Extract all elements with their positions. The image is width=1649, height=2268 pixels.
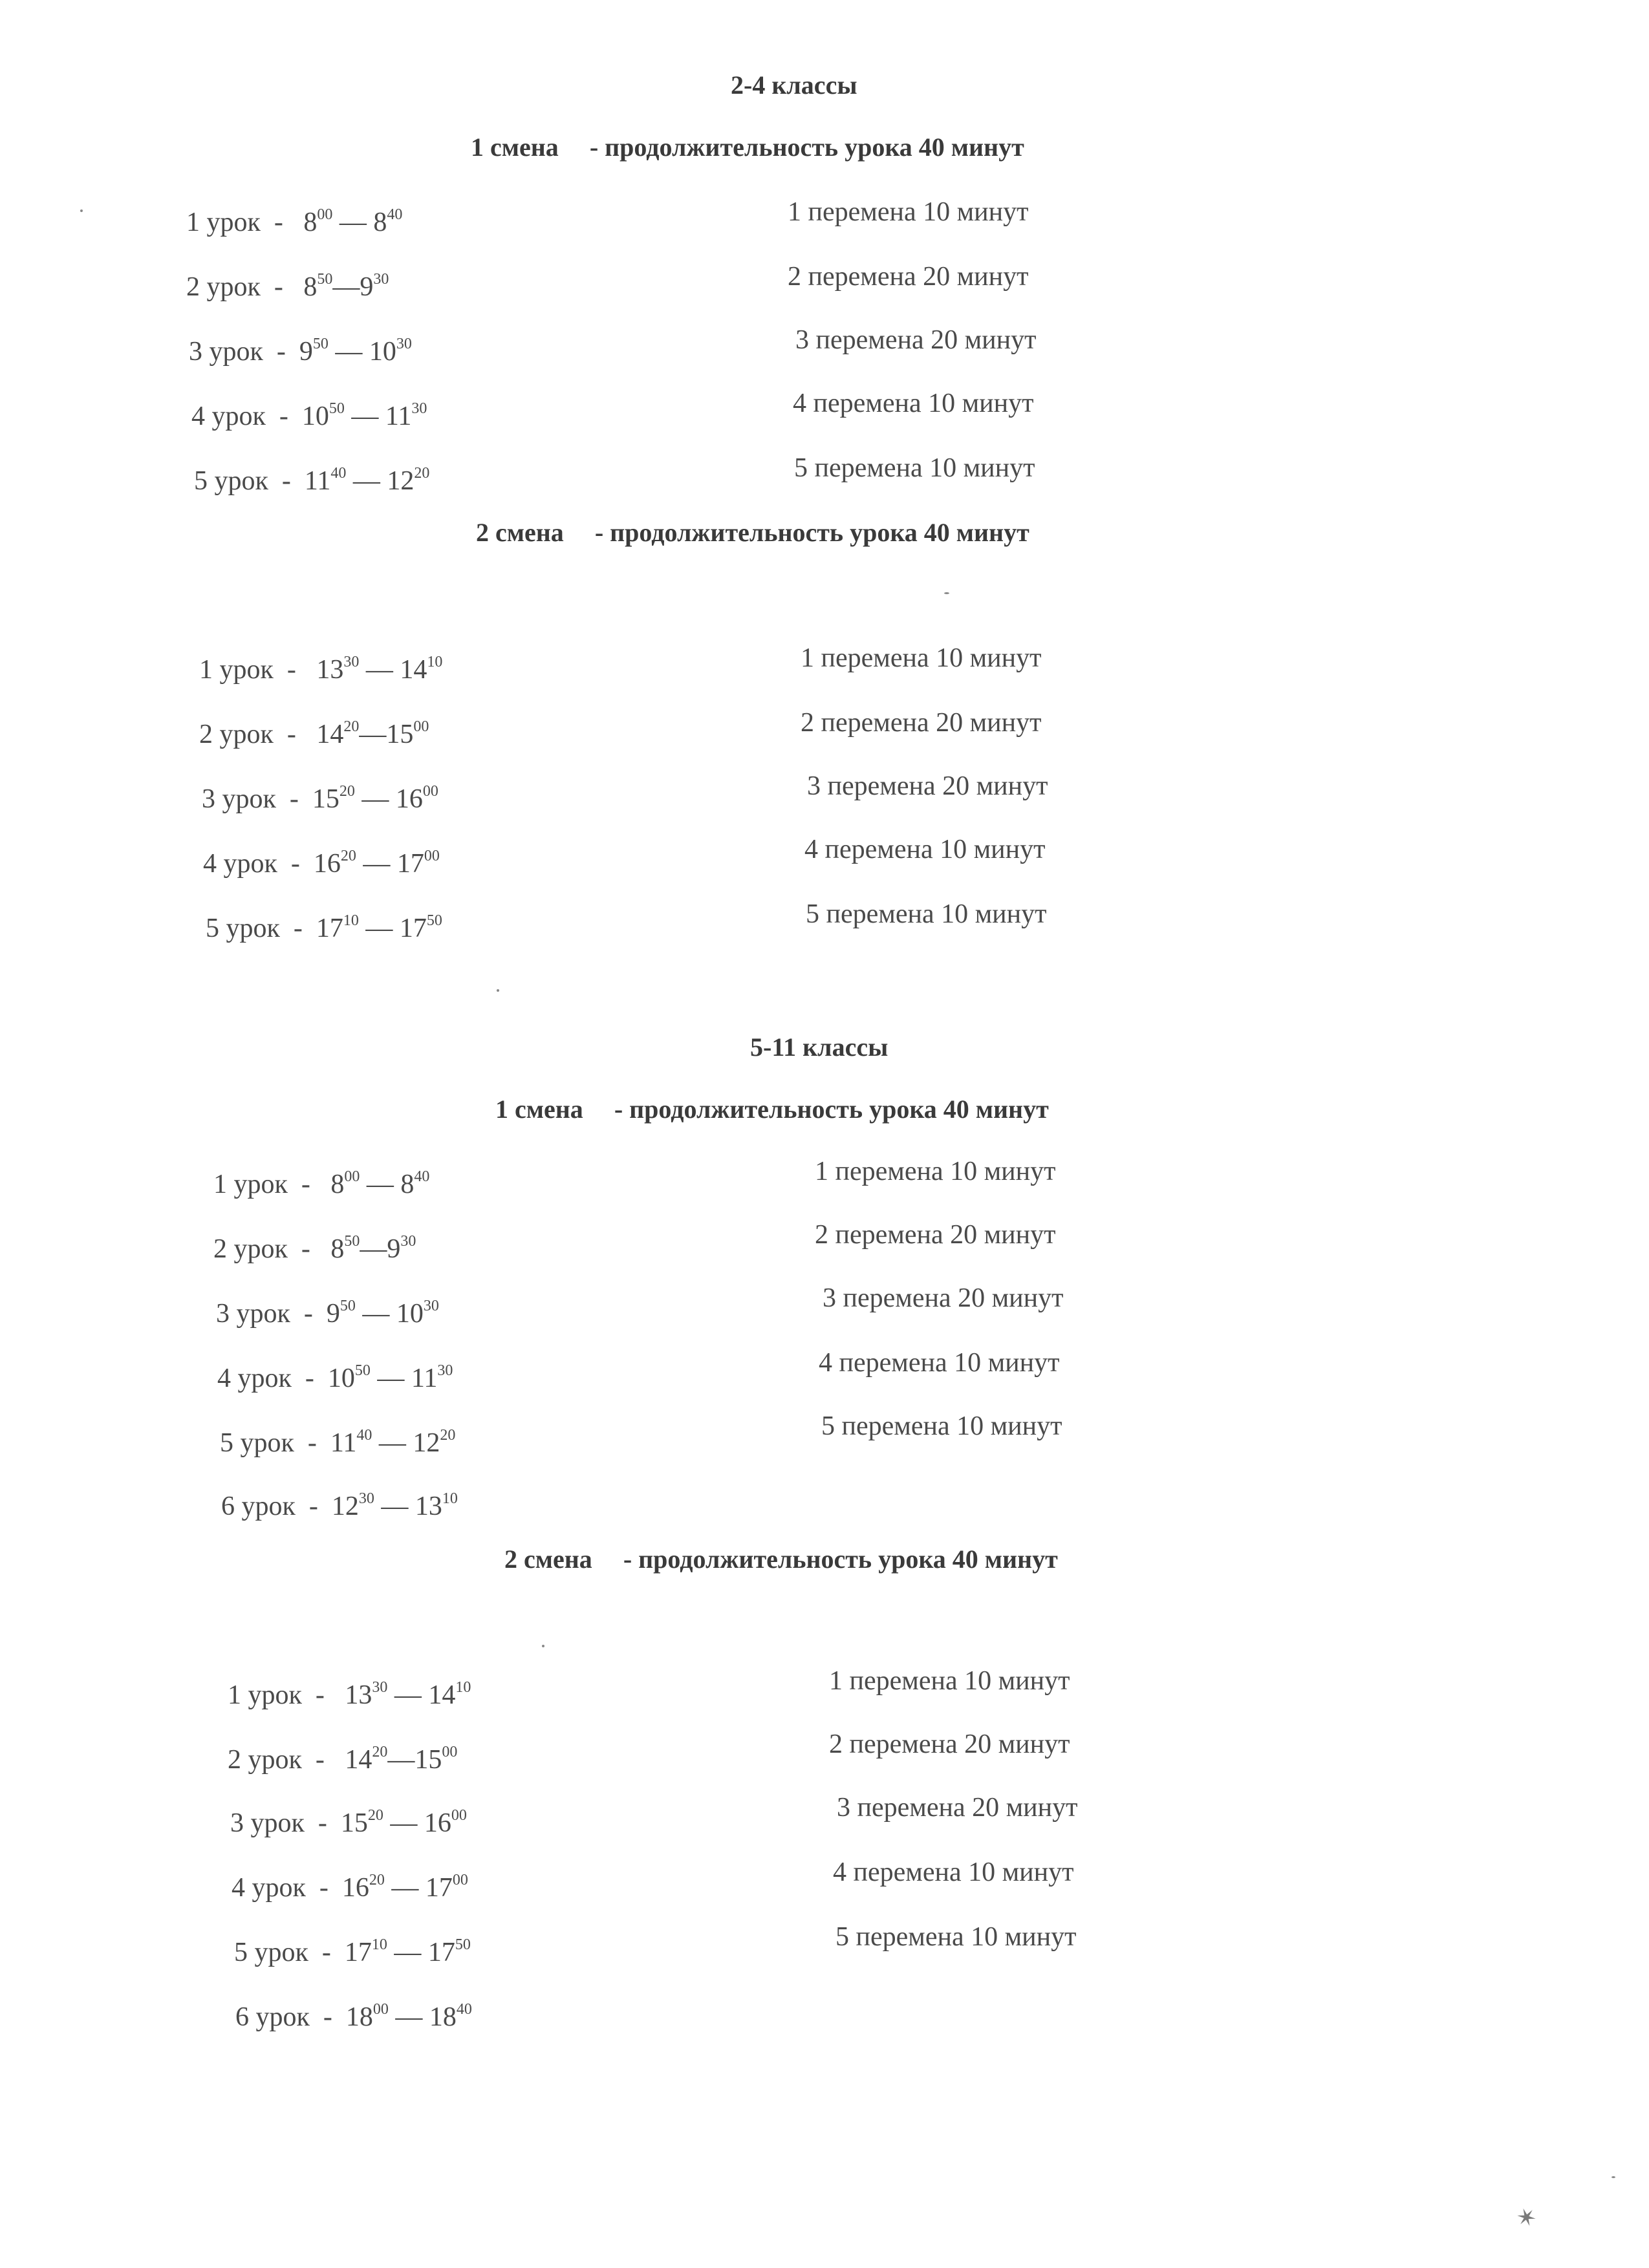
lesson-row: 4 урок - $16^{20}$ — $17^{00}$ xyxy=(203,848,440,879)
lesson-label: 4 урок xyxy=(191,401,266,431)
break-row: 3 перемена 20 минут xyxy=(823,1283,1064,1313)
lesson-row: 4 урок - $10^{50}$ — $11^{30}$ xyxy=(191,400,427,431)
shift-description: - продолжительность урока 40 минут xyxy=(614,1095,1049,1124)
break-row: 3 перемена 20 минут xyxy=(837,1793,1078,1823)
scan-speck xyxy=(80,209,83,212)
break-row: 4 перемена 10 минут xyxy=(833,1857,1074,1887)
lesson-row: 6 урок - $18^{00}$ — $18^{40}$ xyxy=(235,2001,472,2032)
scan-speck xyxy=(1611,2176,1615,2178)
lesson-row: 3 урок - $9^{50}$ — $10^{30}$ xyxy=(216,1298,439,1329)
shift-description: - продолжительность урока 40 минут xyxy=(623,1545,1058,1574)
lesson-time: $11^{40}$ — $12^{20}$ xyxy=(330,1427,456,1458)
lesson-row: 5 урок - $17^{10}$ — $17^{50}$ xyxy=(206,912,442,943)
shift-name: 1 смена xyxy=(471,133,559,162)
break-row: 5 перемена 10 минут xyxy=(835,1922,1077,1952)
break-row: 3 перемена 20 минут xyxy=(795,325,1037,355)
lesson-time: $16^{20}$ — $17^{00}$ xyxy=(341,1872,468,1903)
lesson-time: $15^{20}$ — $16^{00}$ xyxy=(312,783,438,814)
lesson-time: $9^{50}$ — $10^{30}$ xyxy=(299,336,412,367)
shift-description: - продолжительность урока 40 минут xyxy=(589,133,1024,162)
scan-speck xyxy=(497,989,499,992)
lesson-label: 1 урок xyxy=(186,208,261,237)
lesson-label: 2 урок xyxy=(186,272,261,302)
lesson-time: $8^{50}—9^{30}$ xyxy=(303,271,389,302)
lesson-row: 1 урок - $13^{30}$ — $14^{10}$ xyxy=(228,1679,471,1710)
break-row: 1 перемена 10 минут xyxy=(801,643,1042,673)
lesson-time: $15^{20}$ — $16^{00}$ xyxy=(340,1807,467,1838)
lesson-row: 5 урок - $17^{10}$ — $17^{50}$ xyxy=(234,1936,471,1967)
lesson-label: 5 урок xyxy=(206,914,280,943)
break-row: 2 перемена 20 минут xyxy=(788,262,1029,292)
lesson-time: $8^{00}$ — $8^{40}$ xyxy=(330,1168,430,1199)
lesson-row: 6 урок - $12^{30}$ — $13^{10}$ xyxy=(221,1490,458,1521)
break-row: 2 перемена 20 минут xyxy=(801,708,1042,738)
lesson-row: 4 урок - $16^{20}$ — $17^{00}$ xyxy=(232,1872,468,1903)
lesson-time: $13^{30}$ — $14^{10}$ xyxy=(316,654,443,685)
lesson-time: $8^{00}$ — $8^{40}$ xyxy=(303,206,403,237)
section-title: 2-4 классы xyxy=(731,70,857,100)
shift-heading xyxy=(476,517,1029,548)
lesson-row: 3 урок - $15^{20}$ — $16^{00}$ xyxy=(202,783,438,814)
break-row: 4 перемена 10 минут xyxy=(793,389,1034,418)
lesson-row: 5 урок - $11^{40}$ — $12^{20}$ xyxy=(194,465,430,496)
lesson-label: 5 урок xyxy=(234,1938,308,1967)
shift-name: 2 смена xyxy=(476,518,564,547)
lesson-row: 2 урок - $8^{50}—9^{30}$ xyxy=(186,271,389,302)
lesson-time: $12^{30}$ — $13^{10}$ xyxy=(331,1490,458,1521)
lesson-label: 3 урок xyxy=(202,784,276,814)
lesson-label: 3 урок xyxy=(189,337,263,367)
lesson-time: $18^{00}$ — $18^{40}$ xyxy=(345,2001,472,2032)
break-row: 5 перемена 10 минут xyxy=(806,899,1047,929)
lesson-label: 2 урок xyxy=(213,1234,288,1264)
lesson-label: 3 урок xyxy=(216,1299,290,1329)
lesson-label: 4 урок xyxy=(232,1873,306,1903)
shift-heading xyxy=(495,1094,1049,1124)
lesson-label: 1 урок xyxy=(213,1170,288,1199)
lesson-label: 1 урок xyxy=(228,1680,302,1710)
lesson-time: $14^{20}—15^{00}$ xyxy=(316,718,429,749)
lesson-label: 1 урок xyxy=(199,655,274,685)
lesson-time: $11^{40}$ — $12^{20}$ xyxy=(304,465,430,496)
shift-name: 2 смена xyxy=(504,1545,592,1574)
lesson-row: 2 урок - $14^{20}—15^{00}$ xyxy=(228,1744,458,1775)
lesson-label: 5 урок xyxy=(220,1428,294,1458)
shift-heading xyxy=(504,1544,1058,1574)
lesson-label: 6 урок xyxy=(221,1492,296,1521)
lesson-row: 3 урок - $9^{50}$ — $10^{30}$ xyxy=(189,336,412,367)
shift-heading xyxy=(471,132,1024,162)
break-row: 5 перемена 10 минут xyxy=(794,453,1035,483)
break-row: 3 перемена 20 минут xyxy=(807,771,1048,801)
break-row: 1 перемена 10 минут xyxy=(815,1157,1056,1186)
lesson-time: $13^{30}$ — $14^{10}$ xyxy=(345,1679,471,1710)
lesson-time: $8^{50}—9^{30}$ xyxy=(330,1233,416,1264)
lesson-row: 4 урок - $10^{50}$ — $11^{30}$ xyxy=(217,1362,453,1393)
lesson-time: $17^{10}$ — $17^{50}$ xyxy=(316,912,442,943)
lesson-row: 5 урок - $11^{40}$ — $12^{20}$ xyxy=(220,1427,456,1458)
lesson-label: 3 урок xyxy=(230,1808,305,1838)
break-row: 2 перемена 20 минут xyxy=(815,1220,1056,1250)
lesson-time: $9^{50}$ — $10^{30}$ xyxy=(326,1298,439,1329)
lesson-label: 4 урок xyxy=(217,1364,292,1393)
lesson-label: 6 урок xyxy=(235,2002,310,2032)
break-row: 4 перемена 10 минут xyxy=(804,835,1046,864)
lesson-time: $16^{20}$ — $17^{00}$ xyxy=(313,848,440,879)
lesson-label: 2 урок xyxy=(228,1745,302,1775)
lesson-row: 2 урок - $14^{20}—15^{00}$ xyxy=(199,718,429,749)
lesson-row: 3 урок - $15^{20}$ — $16^{00}$ xyxy=(230,1807,467,1838)
break-row: 1 перемена 10 минут xyxy=(788,197,1029,227)
lesson-time: $17^{10}$ — $17^{50}$ xyxy=(344,1936,471,1967)
lesson-row: 1 урок - $8^{00}$ — $8^{40}$ xyxy=(186,206,403,237)
break-row: 4 перемена 10 минут xyxy=(819,1348,1060,1378)
lesson-label: 5 урок xyxy=(194,466,268,496)
shift-description: - продолжительность урока 40 минут xyxy=(594,518,1029,547)
lesson-row: 1 урок - $8^{00}$ — $8^{40}$ xyxy=(213,1168,430,1199)
shift-name: 1 смена xyxy=(495,1095,583,1124)
lesson-label: 4 урок xyxy=(203,849,277,879)
lesson-row: 1 урок - $13^{30}$ — $14^{10}$ xyxy=(199,654,443,685)
scan-mark-icon: ✶ xyxy=(1512,2201,1542,2235)
lesson-time: $10^{50}$ — $11^{30}$ xyxy=(327,1362,453,1393)
lesson-label: 2 урок xyxy=(199,720,274,749)
break-row: 2 перемена 20 минут xyxy=(829,1729,1070,1759)
break-row: 5 перемена 10 минут xyxy=(821,1411,1062,1441)
scan-speck xyxy=(944,592,949,594)
lesson-time: $14^{20}—15^{00}$ xyxy=(345,1744,458,1775)
lesson-row: 2 урок - $8^{50}—9^{30}$ xyxy=(213,1233,416,1264)
scan-speck xyxy=(542,1645,544,1647)
section-title: 5-11 классы xyxy=(750,1032,889,1062)
break-row: 1 перемена 10 минут xyxy=(829,1666,1070,1696)
lesson-time: $10^{50}$ — $11^{30}$ xyxy=(301,400,427,431)
